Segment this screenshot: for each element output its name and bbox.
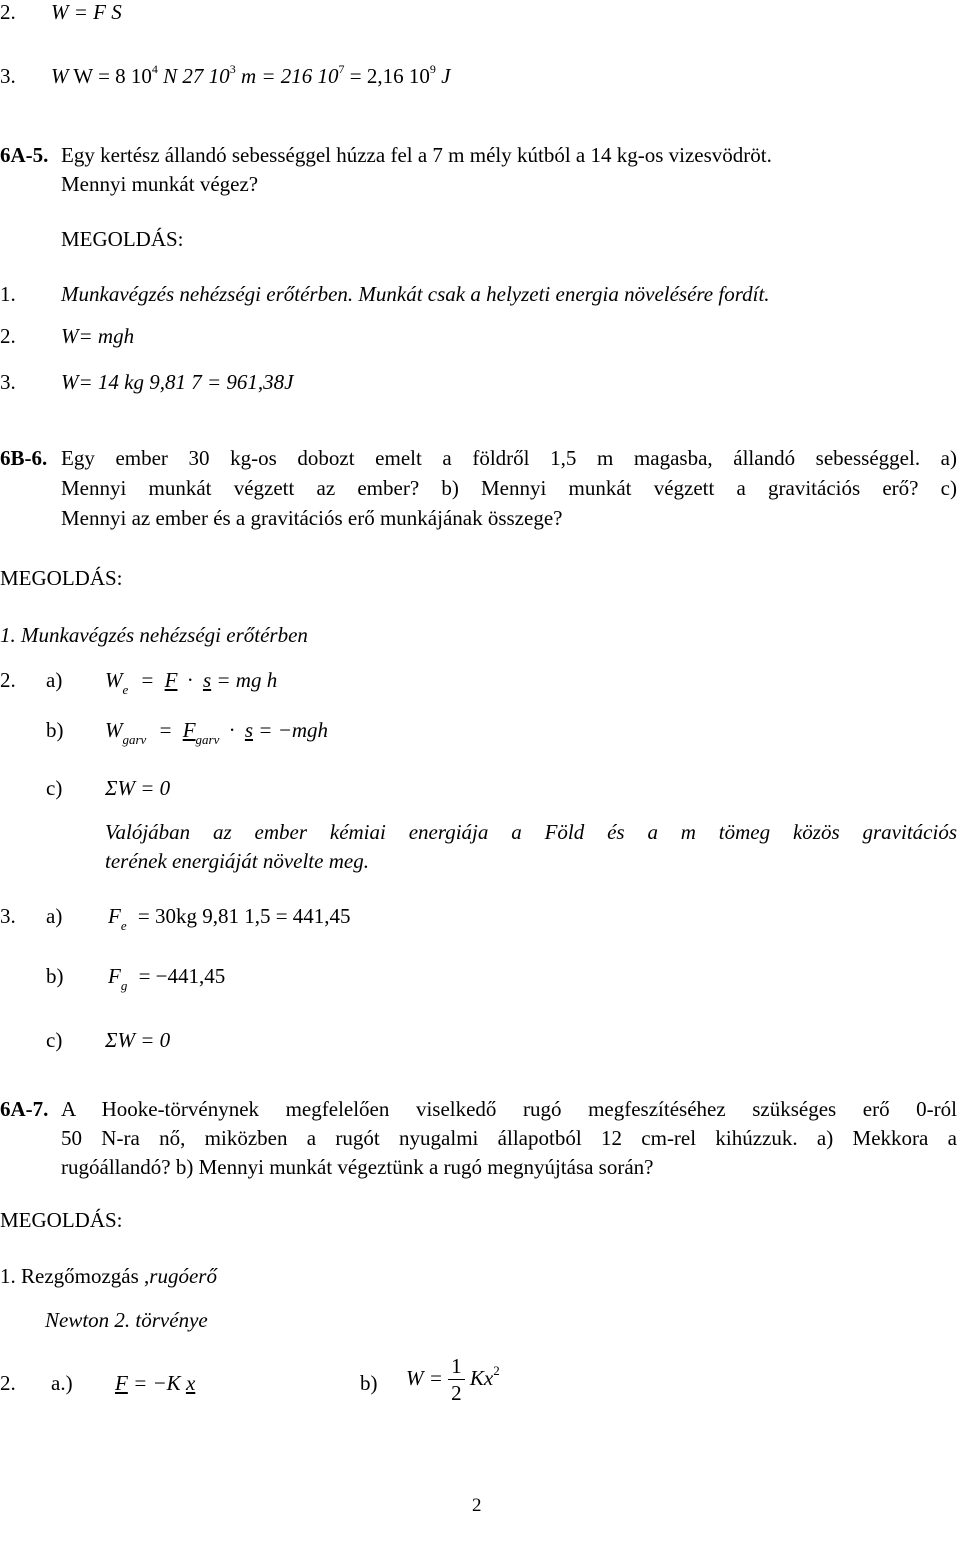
exponent: 7: [338, 62, 345, 76]
subscript: g: [120, 978, 128, 993]
exponent: 3: [229, 62, 236, 76]
step-text: W= 14 kg 9,81 7 = 961,38J: [61, 370, 294, 394]
eq-symbol: F: [108, 964, 121, 988]
solution-heading: MEGOLDÁS:: [61, 227, 184, 251]
denominator: 2: [451, 1381, 462, 1405]
step-text: 1. Rezgőmozgás ,: [0, 1264, 150, 1288]
step-number: 2.: [0, 668, 16, 692]
problem-text: Egy kertész állandó sebességgel húzza fel a 7 m mély kútból a 14 kg-os vizesvödröt.: [61, 143, 772, 167]
solution-heading: MEGOLDÁS:: [0, 566, 123, 590]
numerator: 1: [448, 1356, 465, 1380]
solution-step: [0, 370, 294, 394]
problem-text: A Hooke-törvénynek megfelelően viselkedő rugó megfeszítéséhez szükséges erő 0-ról: [61, 1097, 957, 1121]
exponent: 9: [429, 62, 436, 76]
exponent: 4: [151, 62, 158, 76]
page-number: 2: [472, 1495, 482, 1516]
line-w-fs: [0, 2, 122, 23]
problem-id-6a7: 6A-7.: [0, 1097, 49, 1121]
eq-sign: =: [159, 718, 172, 742]
step-text: Munkavégzés nehézségi erőtérben. Munkát csak a helyzeti energia növelésére fordít.: [61, 282, 770, 306]
equation-sum: ΣW = 0: [105, 776, 171, 800]
vector-symbol: s: [202, 668, 212, 692]
sub-label: b): [46, 718, 64, 742]
sub-label: a): [46, 904, 63, 928]
subscript: garv: [122, 732, 147, 747]
equation-hooke: [115, 1373, 195, 1394]
eq-text: = −mgh: [258, 718, 329, 742]
equation-we: $W_e = F \cdot s$ = mg h: [105, 668, 278, 697]
eq-text: m = 216 10: [240, 64, 339, 88]
vector-symbol: x: [185, 1371, 196, 1395]
item-number: 3.: [0, 64, 16, 88]
step-number: 3.: [0, 904, 16, 928]
item-number: 2.: [0, 0, 16, 24]
eq-text: W = 8 10: [73, 64, 152, 88]
equation-part: W W = 8 $10^4$ N 27 $10^3$ m = 216 $10^7 = 2,16$ $10^9$ J: [51, 62, 451, 88]
step-text: Newton 2. törvénye: [45, 1308, 208, 1332]
eq-text: = 30kg 9,81 1,5 = 441,45: [137, 904, 351, 928]
equation: W = F S: [51, 0, 122, 24]
eq-symbol: F: [108, 904, 121, 928]
sub-label: a.): [51, 1371, 73, 1395]
eq-text: J: [441, 64, 451, 88]
step-text: W= mgh: [61, 324, 135, 348]
solution-step: [0, 625, 308, 646]
note-text: terének energiáját növelte meg.: [105, 849, 369, 873]
vector-symbol: F: [115, 1371, 128, 1395]
sub-label: a): [46, 668, 63, 692]
problem-text: Egy ember 30 kg-os dobozt emelt a földről 1,5 m magasba, állandó sebességgel. a): [61, 446, 957, 470]
step-number: 2.: [0, 324, 16, 348]
problem-text: 50 N-ra nő, miközben a rugót nyugalmi állapotból 12 cm-rel kihúzzuk. a) Mekkora a: [61, 1126, 957, 1150]
sub-label: c): [46, 776, 63, 800]
eq-text: = mg h: [216, 668, 278, 692]
vector-symbol: F: [164, 668, 178, 692]
line-w-calc: [0, 62, 451, 88]
sub-label: b): [46, 964, 64, 988]
eq-sign: =: [141, 668, 154, 692]
equation-fg: [108, 964, 226, 993]
fraction: [448, 1356, 465, 1404]
eq-text: = −K: [133, 1371, 181, 1395]
solution-step: [0, 1266, 217, 1287]
step-number: 3.: [0, 370, 16, 394]
step-text: 1. Munkavégzés nehézségi erőtérben: [0, 623, 308, 647]
problem-text: Mennyi munkát végez?: [61, 172, 259, 196]
eq-text: = −441,45: [138, 964, 226, 988]
problem-text: Mennyi munkát végzett az ember? b) Mennyi munkát végzett a gravitációs erő? c): [61, 476, 957, 500]
problem-text: Mennyi az ember és a gravitációs erő munkájának összege?: [61, 506, 563, 530]
equation-wgarv: $W_{garv} = F_{garv} \cdot s = -mgh$: [105, 718, 329, 747]
solution-heading: MEGOLDÁS:: [0, 1208, 123, 1232]
subscript: garv: [195, 732, 220, 747]
subscript: e: [120, 918, 127, 933]
eq-text: N 27 10: [163, 64, 230, 88]
exponent: 2: [493, 1362, 500, 1378]
vector-symbol: F: [182, 718, 196, 742]
equation-work: [406, 1356, 500, 1404]
problem-text: rugóállandó? b) Mennyi munkát végeztünk a rugó megnyújtása során?: [61, 1155, 654, 1179]
step-text-italic: rugóerő: [149, 1264, 217, 1288]
eq-symbol: W: [105, 668, 123, 692]
step-number: 2.: [0, 1371, 16, 1395]
solution-step: [0, 324, 135, 348]
vector-symbol: s: [244, 718, 254, 742]
note-text: Valójában az ember kémiai energiája a Föld és a m tömeg közös gravitációs: [105, 820, 957, 844]
subscript: e: [122, 682, 129, 697]
sub-label: c): [46, 1028, 63, 1052]
equation-sum: ΣW = 0: [105, 1028, 171, 1052]
sub-label: b): [360, 1371, 378, 1395]
eq-text: = 2,16 10: [349, 64, 430, 88]
eq-text: Kx: [469, 1365, 494, 1390]
step-number: 1.: [0, 282, 16, 306]
eq-symbol: W: [105, 718, 123, 742]
problem-id-6b6: 6B-6.: [0, 446, 48, 470]
eq-text: W =: [406, 1365, 443, 1390]
equation-fe: [108, 904, 351, 933]
problem-id-6a5: 6A-5.: [0, 143, 49, 167]
solution-step: [0, 282, 770, 306]
